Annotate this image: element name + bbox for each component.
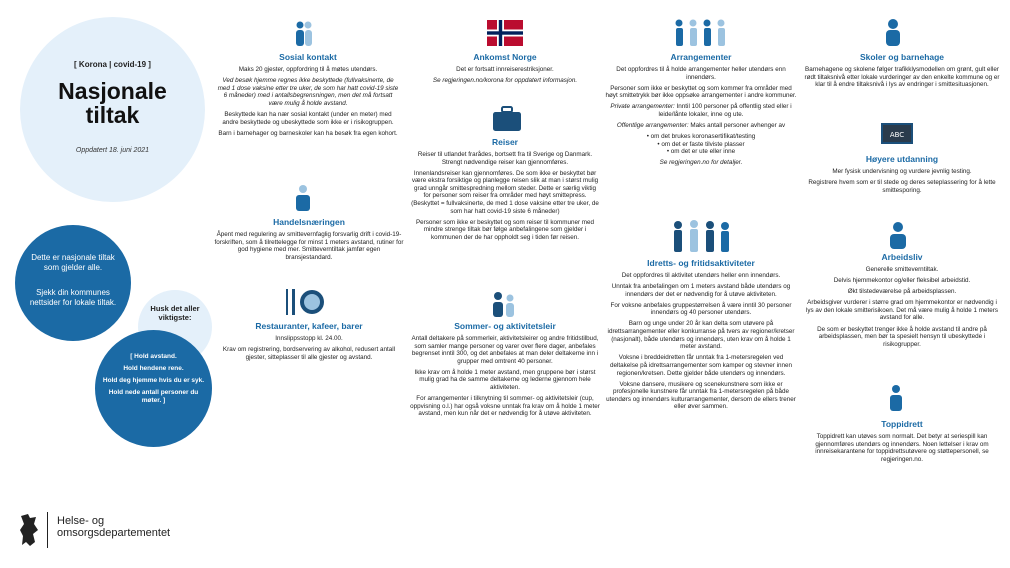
title-line2: tiltak <box>85 102 140 128</box>
updated-date: Oppdatert 18. juni 2021 <box>75 147 150 154</box>
paragraph: For voksne anbefales gruppestørrelsen å være inntil 30 personer innendørs og 40 personer utendørs. <box>610 301 792 317</box>
shopping-bag-icon <box>291 184 315 212</box>
bullet: • om det er faste tilviste plasser <box>657 140 745 148</box>
info-line2: Sjekk din kommunes nettsider for lokale tiltak. <box>29 288 117 307</box>
athlete-icon <box>884 384 908 412</box>
section-title: Sosial kontakt <box>279 52 337 62</box>
paragraph: Se regjeringen.no for detaljer. <box>659 159 743 167</box>
paragraph: Beskyttede kan ha nær sosial kontakt (under en meter) med andre beskyttede og ubeskyttede som ikke er i risikogruppen. <box>222 110 394 126</box>
paragraph: De som er beskyttet trenger ikke å holde avstand til andre på arbeidsplassen, men bør ta spesielt hensyn til ubeskyttede i risikogrupper. <box>817 325 987 348</box>
paragraph: Maks 20 gjester, oppfordring til å møtes utendørs. <box>238 66 378 73</box>
section-title: Restauranter, kafeer, barer <box>255 321 363 331</box>
section-title: Reiser <box>492 137 518 147</box>
worker-icon <box>886 220 910 250</box>
ministry-line2: omsorgsdepartementet <box>57 527 171 539</box>
rule-item: Hold nede antall personer du møter. ] <box>108 389 199 404</box>
paragraph: Antall deltakere på sommerleir, aktivitetsleirer og andre fritidstilbud, som samler mange personer og varer over flere dager, anbefales begrenset inntil 300, og det anbefales at man deler deltakerne inn i grupper med omtrent 40 personer. <box>411 335 599 365</box>
paragraph: Åpent med regulering av smittevernfaglig forsvarlig drift i covid-19-forskriften, som å tilrettelegge for minst 1 meters avstand, rutiner for god hygiene med mer. Smitteverntiltak jamfør egen bransjestandard. <box>214 231 404 261</box>
paragraph: Krav om registrering, bordservering av alkohol, redusert antall gjester, sitteplasser til alle gjester og avstand. <box>222 346 396 361</box>
paragraph: Innenlandsreiser kan gjennomføres. De som ikke er beskyttet bør være ekstra forsiktige og planlegge reisen slik at man i størst mulig grad unngår smittespredning mellom steder. Dette er særlig viktig for personer som reiser fra områder med høyt smittepress. (Beskyttet = fullvaksinerte, de med 1 dose vaksine etter tre uker, de som har hatt covid-19 siste 6 måneder) <box>411 169 599 215</box>
bullet: • om det brukes koronasertifikat/testing <box>646 133 756 141</box>
rule-item: [ Hold avstand. <box>130 353 177 360</box>
section-title: Arbeidsliv <box>881 252 923 262</box>
page-title <box>20 79 205 127</box>
paragraph: For arrangementer i tilknytning til sommer- og aktivitetsleir (cup, oppvisning o.l.) har også voksne unntak fra krav om å holde 1 meter avstand, men kun når det er nødvendig for å utøve aktiviteten. <box>410 395 600 418</box>
section-title: Sommer- og aktivitetsleir <box>454 321 556 331</box>
paragraph: Se regjeringen.no/korona for oppdatert informasjon. <box>432 77 578 85</box>
section-sosial <box>216 52 400 141</box>
label: Offentlige arrangementer: <box>616 122 689 130</box>
section-arbeid <box>804 252 1000 352</box>
paragraph: Det oppfordres til å holde arrangementer heller utendørs enn innendørs. <box>616 66 786 81</box>
section-ankomst <box>412 52 598 88</box>
title-circle <box>20 17 205 202</box>
paragraph: Generelle smitteverntiltak. <box>865 266 939 273</box>
husk-text: Husk det aller viktigste: <box>150 304 200 322</box>
info-line1: Dette er nasjonale tiltak som gjelder alle. <box>31 253 115 272</box>
people-icon <box>293 20 315 48</box>
section-title: Høyere utdanning <box>865 154 939 164</box>
rule-item: Hold deg hjemme hvis du er syk. <box>102 377 205 384</box>
section-title: Arrangementer <box>670 52 732 62</box>
suitcase-icon <box>492 106 522 132</box>
section-idrett <box>604 258 798 415</box>
sports-icon <box>668 218 732 254</box>
paragraph: Reiser til utlandet frarådes, bortsett fra til Sverige og Danmark. Strengt nødvendige reiser kan gjennomføres. <box>417 151 593 166</box>
paragraph: Innslippsstopp kl. 24.00. <box>275 335 343 342</box>
paragraph: Unntak fra anbefalingen om 1 meters avstand både utendørs og innendørs der det er nødvendig for å utøve aktiviteten. <box>611 283 791 298</box>
paragraph: Maks antall personer avhenger av <box>690 122 786 130</box>
section-handel <box>214 217 404 265</box>
lion-logo <box>18 512 40 548</box>
paragraph: Voksne dansere, musikere og scenekunstnere som ikke er profesjonelle kunstnere får unntak fra 1-metersregelen på både utendørs og innendørs kulturarrangementer, dersom de ellers trener eller øver sammen. <box>606 380 796 411</box>
paragraph: Ikke krav om å holde 1 meter avstand, men gruppene bør i størst mulig grad ha de samme deltakerne og lederne gjennom hele aktiviteten. <box>414 368 596 392</box>
svg-text:ABC: ABC <box>889 131 905 139</box>
flag-icon <box>487 20 523 46</box>
paragraph: Personer som ikke er beskyttet og som reiser til kommuner med mindre strenge tiltak bør følge anbefalingene som gjelder i kommunen der de har oppholdt seg i tiden før reisen. <box>415 218 595 241</box>
section-restauranter <box>214 321 404 365</box>
section-hoyere <box>804 154 1000 198</box>
title-line1: Nasjonale <box>58 78 167 104</box>
section-title: Idretts- og fritidsaktiviteter <box>647 258 755 268</box>
family-icon <box>490 290 518 318</box>
paragraph: Registrere hvem som er til stede og deres seteplassering for å lette smittesporing. <box>808 179 996 194</box>
section-title: Skoler og barnehage <box>859 52 945 62</box>
paragraph: Økt tilstedeværelse på arbeidsplassen. <box>847 288 957 296</box>
section-skoler <box>804 52 1000 92</box>
section-toppidrett <box>804 419 1000 467</box>
bullet: • om det er ute eller inne <box>666 148 736 156</box>
child-icon <box>882 17 904 47</box>
ministry-line1: Helse- og <box>57 515 105 527</box>
cutlery-icon <box>282 287 326 317</box>
rules-circle <box>95 330 212 447</box>
paragraph: Inntil 100 personer på offentlig sted eller i leide/lånte lokaler, inne og ute. <box>658 103 792 118</box>
paragraph: Barn og unge under 20 år kan delta som utøvere på idrettsarrangementer eller konkurranse på tvers av regioner/kretser (nasjonalt), både utendørs og innendørs, uten krav om å holde 1 meter avstand. <box>607 320 795 351</box>
section-title: Ankomst Norge <box>473 52 537 62</box>
rules-list <box>100 353 207 409</box>
paragraph: Det er fortsatt innreiserestriksjoner. <box>456 66 554 73</box>
paragraph: Mer fysisk undervisning og vurdere jevnlig testing. <box>832 168 972 175</box>
paragraph: Barn i barnehager og barneskoler kan ha besøk fra egen kohort. <box>218 129 398 137</box>
label: Private arrangementer: <box>610 103 675 111</box>
logo-divider <box>47 512 48 548</box>
blackboard-icon <box>880 122 914 146</box>
info-circle <box>15 225 131 341</box>
section-sommer <box>410 321 600 421</box>
paragraph: Toppidrett kan utøves som normalt. Det betyr at seriespill kan gjennomføres utendørs og innendørs. Noen lettelser i krav om innreisekarantene for toppidrettsutøvere og støttepersonell, se regjeringen.no. <box>815 433 989 463</box>
section-title: Handelsnæringen <box>273 217 345 227</box>
ministry-name <box>57 515 170 539</box>
paragraph: Arbeidsgiver vurderer i større grad om hjemmekontor er nødvendig i lys av den lokale smitterisikoen. Det må være mulig å holde 1 meters avstand for alle. <box>805 299 999 322</box>
section-title: Toppidrett <box>881 419 923 429</box>
paragraph: Delvis hjemmekontor og/eller fleksibel arbeidstid. <box>833 277 971 285</box>
rule-item: Hold hendene rene. <box>123 365 184 372</box>
paragraph: Ved besøk hjemme regnes ikke beskyttede (fullvaksinerte, de med 1 dose vaksine etter tre uker, de som har hatt covid-19 siste 6 måneder) med i antallsbegrensningen, men det må fortsatt være mulig å holde avstand. <box>217 77 399 107</box>
paragraph: Voksne i breddeidretten får unntak fra 1-metersregelen ved deltakelse på idrettsarrangementer som kamper og stevner innen regionen/kretsen. Dette gjelder både utendørs og innendørs. <box>609 354 792 377</box>
paragraph: Barnehagene og skolene følger trafikklysmodellen om grønt, gult eller rødt tiltaksnivå etter lokale vurderinger av den enkelte kommune og er klar til å endre tiltaksnivå i lys av endringer i smittesituasjonen. <box>804 66 1000 89</box>
tag: [ Korona | covid-19 ] <box>74 60 151 69</box>
crowd-icon <box>670 17 730 47</box>
paragraph: Det oppfordres til aktivitet utendørs heller enn innendørs. <box>621 272 781 279</box>
section-reiser <box>410 137 600 245</box>
paragraph: Personer som ikke er beskyttet og som kommer fra områder med høyt smittetrykk bør ikke oppsøke arrangementer i andre kommuner. <box>605 84 797 100</box>
section-arrangementer <box>604 52 798 171</box>
